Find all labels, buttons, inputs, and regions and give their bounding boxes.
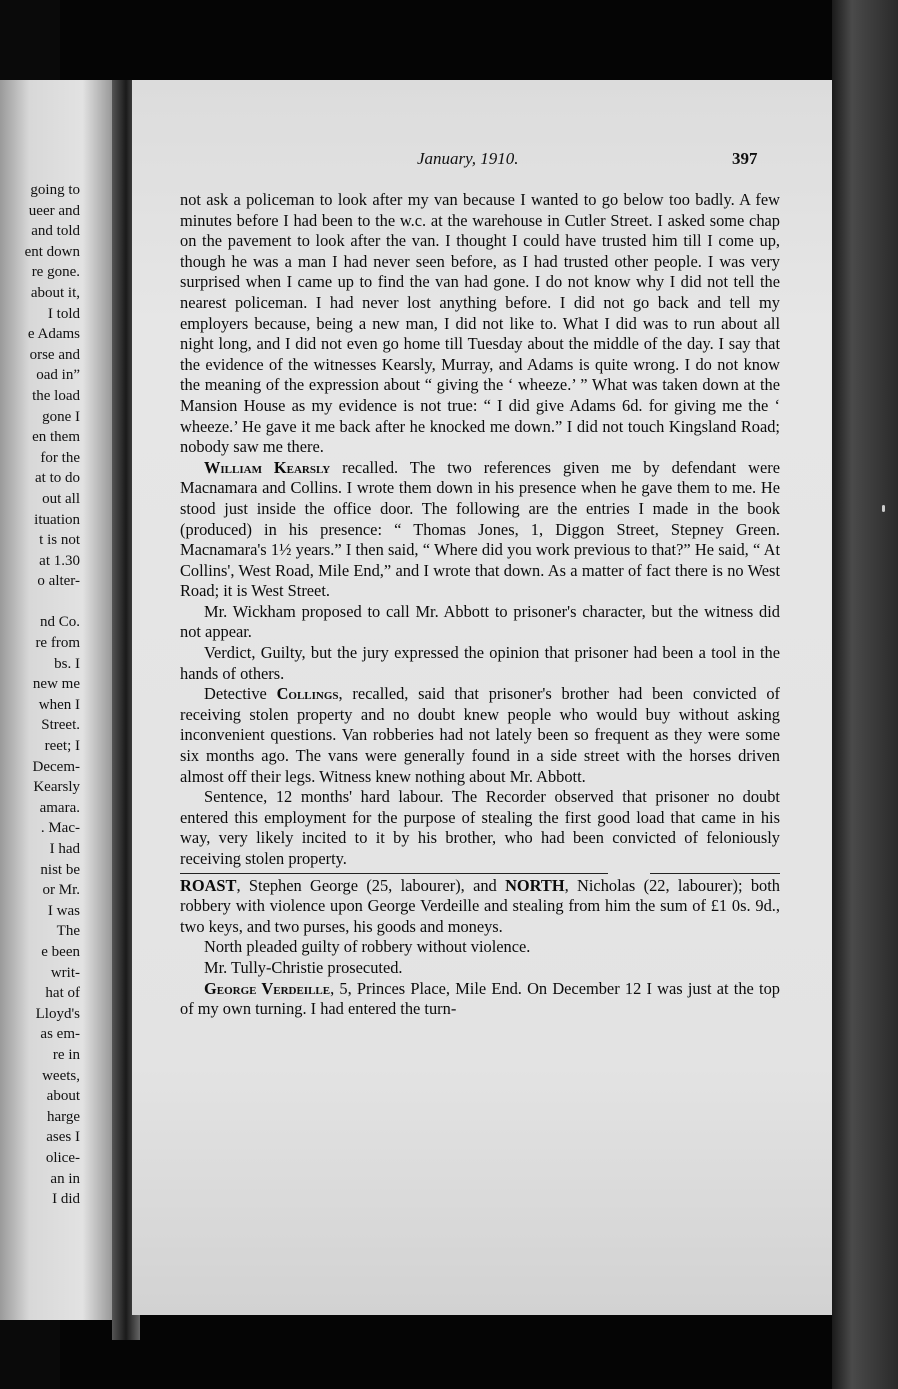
paragraph-plea: North pleaded guilty of robbery without violence.: [204, 937, 531, 957]
left-page-line: bs. I: [54, 655, 80, 672]
speaker-name: William Kearsly: [204, 457, 331, 477]
left-page-line: harge: [46, 1108, 80, 1125]
left-page-line: reet; I: [44, 738, 80, 755]
left-page-line: as em-: [40, 1026, 80, 1043]
paragraph-kearsly: [180, 458, 780, 602]
divider-rule-right: [650, 873, 780, 874]
speaker-name: George Verdeille: [204, 978, 331, 998]
left-page-line: ases I: [46, 1129, 80, 1146]
right-edge: [832, 0, 898, 1389]
left-page-line: re gone.: [31, 264, 80, 281]
left-page-line: orse and: [29, 346, 80, 363]
left-page-line: [0, 592, 80, 613]
case-text: , Nicholas (22, labourer); both robbery with violence upon George Verdeille and stealing from him the sum of £1 0s. 9d., two keys, and two purses, his goods and moneys.: [180, 875, 780, 936]
paragraph-sentence: Sentence, 12 months' hard labour. The Recorder observed that prisoner no doubt entered this employment for the purpose of stealing the first good load that came in his way, very likely incited to it by his brother, who had been convicted of feloniously receiving stolen property.: [180, 787, 780, 868]
case-heading: [180, 876, 780, 938]
left-page-line: weets,: [42, 1067, 80, 1084]
left-page-line: . Mac-: [40, 820, 80, 837]
left-page-line: at to do: [35, 470, 80, 487]
left-page-line: the load: [32, 387, 80, 404]
left-page-line: The: [56, 923, 80, 940]
left-page-line: re from: [35, 635, 80, 652]
left-page-line: e Adams: [27, 326, 80, 343]
left-page-line: Lloyd's: [35, 1005, 80, 1022]
paragraph-testimony: not ask a policeman to look after my van because I wanted to go below too badly. A few minutes before I had been to the w.c. at the warehouse in Cutler Street. I asked some chap on the pavement to look after the van. I thought I could have trusted him till I come up, though he was a man I had never seen before, as I had trusted other people. I was very surprised when I came up to find the van had gone. I do not know why I did not tell the nearest policeman. I had never lost anything before. I did not go back and tell my employers because, being a new man, I did not like to. What I did was to run about all night long, and I did not even go home till Tuesday about the middle of the day. I say that the evidence of the witnesses Kearsly, Murray, and Adams is quite wrong. I do not know the meaning of the expression about “ giving the ‘ wheeze.’ ” What was taken down at the Mansion House as my evidence is not true: “ I did give Adams 6d. for giving me the ‘ wheeze.’ He gave it me back after he knocked me down.” I did not touch Kingsland Road; nobody saw me there.: [180, 190, 780, 457]
left-page-line: olice-: [45, 1149, 80, 1166]
left-page-line: Decem-: [32, 758, 80, 775]
header-date: January, 1910.: [417, 149, 519, 168]
left-page-line: and told: [31, 223, 80, 240]
left-page-line: o alter-: [37, 573, 80, 590]
running-header: [132, 149, 832, 173]
left-page-line: nist be: [40, 861, 80, 878]
left-page-line: new me: [32, 676, 80, 693]
left-page-line: re in: [52, 1046, 80, 1063]
page-number: 397: [732, 149, 758, 168]
left-page-line: at 1.30: [39, 552, 80, 569]
paragraph-wickham: Mr. Wickham proposed to call Mr. Abbott to prisoner's character, but the witness did not appear.: [180, 601, 780, 642]
right-page: [132, 80, 832, 1315]
left-page-line: e been: [41, 943, 80, 960]
paragraph-text: , 5, Princes Place, Mile End. On December 12 I was just at the top of my own turning. I had entered the turn-: [180, 978, 780, 1019]
left-page-line: en them: [32, 429, 80, 446]
dust-speck: [882, 505, 885, 512]
left-page-line: about: [46, 1088, 80, 1105]
left-page-line: for the: [40, 449, 80, 466]
paragraph-verdeille: [180, 979, 780, 1020]
left-page-line: about it,: [30, 284, 80, 301]
paragraph-collings: [180, 684, 780, 787]
left-page-line: Kearsly: [33, 779, 80, 796]
left-page-line: I had: [49, 841, 80, 857]
left-page-line: I did: [52, 1191, 80, 1208]
left-page-line: ituation: [34, 511, 80, 528]
left-page-line: writ-: [50, 964, 80, 981]
paragraph-verdict: Verdict, Guilty, but the jury expressed the opinion that prisoner had been a tool in the hands of others.: [180, 643, 780, 683]
left-page-line: ueer and: [28, 202, 80, 219]
left-page-line: or Mr.: [42, 882, 80, 899]
left-page-line: when I: [38, 696, 80, 713]
left-page-line: nd Co.: [39, 614, 80, 631]
paragraph-prosecutor: Mr. Tully-Christie prosecuted.: [204, 957, 403, 977]
left-page-line: gone I: [42, 408, 80, 425]
speaker-name: Collings: [276, 684, 339, 704]
left-page-line: ent down: [24, 243, 80, 260]
paragraph-text: , recalled, said that prisoner's brother had been convicted of receiving stolen property and no doubt knew people who would buy without asking inconvenient questions. Van robberies had not lately been so frequent as they were some six months ago. The vans were generally found in a side street with the horses driven almost off their legs. Witness knew nothing about Mr. Abbott.: [180, 684, 780, 786]
paragraph-text: recalled. The two references given me by defendant were Macnamara and Collins. I wrote them down in his presence when he gave them to me. He stood just inside the office door. The following are the entries I made in the book (produced) in his presence: “ Thomas Jones, 1, Diggon Street, Stepney Green. Macnamara's 1½ years.” I then said, “ Where did you work previous to that?” He said, “ At Collins', West Road, Mile End,” and I wrote that down. As a matter of fact there is no West Road; it is West Street.: [180, 457, 780, 601]
left-page-line: hat of: [45, 985, 80, 1002]
left-page-line: t is not: [39, 532, 80, 549]
page-body: [180, 190, 780, 1020]
section-divider: [180, 873, 780, 874]
left-page: [0, 80, 118, 1320]
left-page-line: oad in”: [36, 367, 80, 384]
left-page-line: an in: [50, 1170, 80, 1187]
left-page-text: [0, 180, 80, 1210]
left-page-line: Street.: [41, 717, 80, 734]
left-page-line: I was: [47, 902, 80, 919]
left-page-line: I told: [47, 305, 80, 322]
defendant-name: ROAST: [180, 875, 237, 895]
left-page-line: amara.: [39, 799, 80, 816]
case-text: , Stephen George (25, labourer), and: [236, 875, 506, 895]
left-page-line: going to: [30, 182, 80, 198]
defendant-name: NORTH: [505, 875, 565, 895]
divider-rule-left: [180, 873, 608, 874]
left-page-line: out all: [42, 490, 80, 507]
paragraph-lead: Detective: [204, 684, 277, 704]
